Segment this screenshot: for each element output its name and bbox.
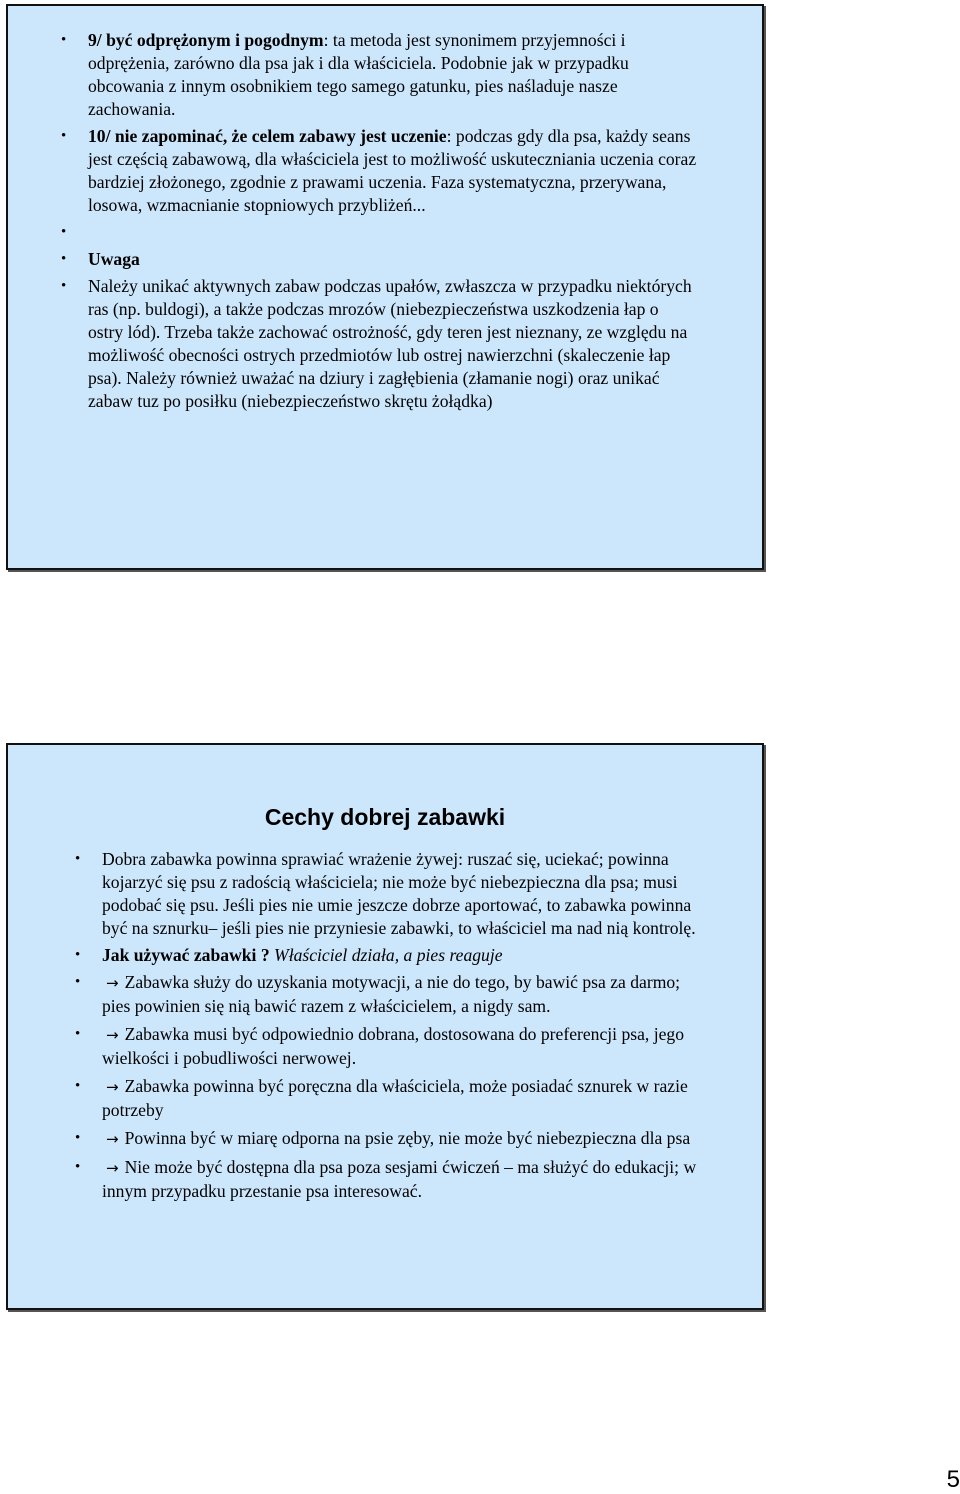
item-text: Zabawka powinna być poręczna dla właściciela, może posiadać sznurek w razie potrzeby: [102, 1076, 688, 1120]
arrow-right-icon: →: [106, 1130, 119, 1148]
list-item: [72, 848, 712, 940]
bullet-icon: •: [75, 1130, 81, 1146]
item-text: Dobra zabawka powinna sprawiać wrażenie żywej: ruszać się, uciekać; powinna kojarzyć się psu z radością właściciela; nie może być niebezpieczna dla psa; musi podobać się psu. Jeśli pies nie umie jeszcze dobrze aportować, to zabawka powinna być na sznurku– jeśli pies nie przyniesie zabawki, to właściciel ma nad nią kontrolę.: [102, 849, 696, 938]
page-number: 5: [946, 1466, 960, 1493]
bullet-icon: •: [75, 1026, 81, 1042]
bullet-icon: •: [61, 278, 67, 294]
bullet-icon: •: [61, 224, 67, 240]
item-text: Zabawka służy do uzyskania motywacji, a nie do tego, by bawić psa za darmo; pies powinien się nią bawić razem z właścicielem, a nigdy sam.: [102, 972, 681, 1016]
item-text: Należy unikać aktywnych zabaw podczas upałów, zwłaszcza w przypadku niektórych ras (np. buldogi), a także podczas mrozów (niebezpieczeństwa uszkodzenia łap o ostry lód). Trzeba także zachować ostrożność, gdy teren jest nieznany, ze względu na możliwość obecności ostrych przedmiotów lub ostrej nawierzchni (skaleczenie łap psa). Należy również uważać na dziury i zagłębienia (złamanie nogi) oraz unikać zabaw tuz po posiłku (niebezpieczeństwo skrętu żołądka): [88, 276, 692, 411]
bullet-icon: •: [75, 974, 81, 990]
bullet-icon: •: [61, 251, 67, 267]
item-text: Powinna być w miarę odporna na psie zęby, nie może być niebezpieczna dla psa: [124, 1128, 691, 1148]
bullet-icon: •: [61, 128, 67, 144]
item-heading: 10/ nie zapominać, że celem zabawy jest uczenie: [88, 126, 447, 146]
bullet-icon: •: [75, 947, 81, 963]
list-item: [58, 248, 698, 271]
slide-title: Cechy dobrej zabawki: [264, 804, 506, 830]
item-text: : podczas gdy dla psa, każdy seans jest częścią zabawową, dla właściciela jest to możliwość uskuteczniania uczenia coraz bardziej złożonego, zgodnie z prawami uczenia. Faza systematyczna, przerywana, losowa, wzmacnianie stopniowych przybliżeń...: [88, 126, 697, 215]
slide-1: [6, 4, 764, 570]
list-item: [72, 944, 712, 967]
list-item: [58, 275, 698, 413]
arrow-right-icon: →: [106, 1078, 119, 1096]
item-heading: Uwaga: [88, 249, 140, 269]
item-heading: 9/ być odprężonym i pogodnym: [88, 30, 324, 50]
arrow-right-icon: →: [106, 974, 119, 992]
bullet-icon: •: [75, 1078, 81, 1094]
list-item: [72, 1075, 712, 1122]
bullet-icon: •: [75, 1159, 81, 1175]
list-item-empty: [58, 221, 698, 244]
item-text: Nie może być dostępna dla psa poza sesjami ćwiczeń – ma służyć do edukacji; w innym przypadku przestanie psa interesować.: [102, 1157, 697, 1201]
item-heading: Jak używać zabawki ?: [102, 945, 270, 965]
arrow-right-icon: →: [106, 1159, 119, 1177]
list-item: [58, 29, 698, 121]
list-item: [72, 1127, 712, 1151]
item-text: : ta metoda jest synonimem przyjemności i odprężenia, zarówno dla psa jak i dla właściciela. Podobnie jak w przypadku obcowania z innym osobnikiem tego samego gatunku, pies naśladuje nasze zachowania.: [88, 30, 629, 119]
item-text: Właściciel działa, a pies reaguje: [269, 945, 503, 965]
bullet-icon: •: [61, 32, 67, 48]
item-text: Zabawka musi być odpowiednio dobrana, dostosowana do preferencji psa, jego wielkości i pobudliwości nerwowej.: [102, 1024, 684, 1068]
slide-2: [6, 743, 764, 1310]
bullet-list: [58, 29, 698, 417]
list-item: [72, 1023, 712, 1070]
arrow-right-icon: →: [106, 1026, 119, 1044]
list-item: [72, 971, 712, 1018]
bullet-icon: •: [75, 851, 81, 867]
bullet-list: [72, 848, 712, 1208]
list-item: [58, 125, 698, 217]
list-item: [72, 1156, 712, 1203]
